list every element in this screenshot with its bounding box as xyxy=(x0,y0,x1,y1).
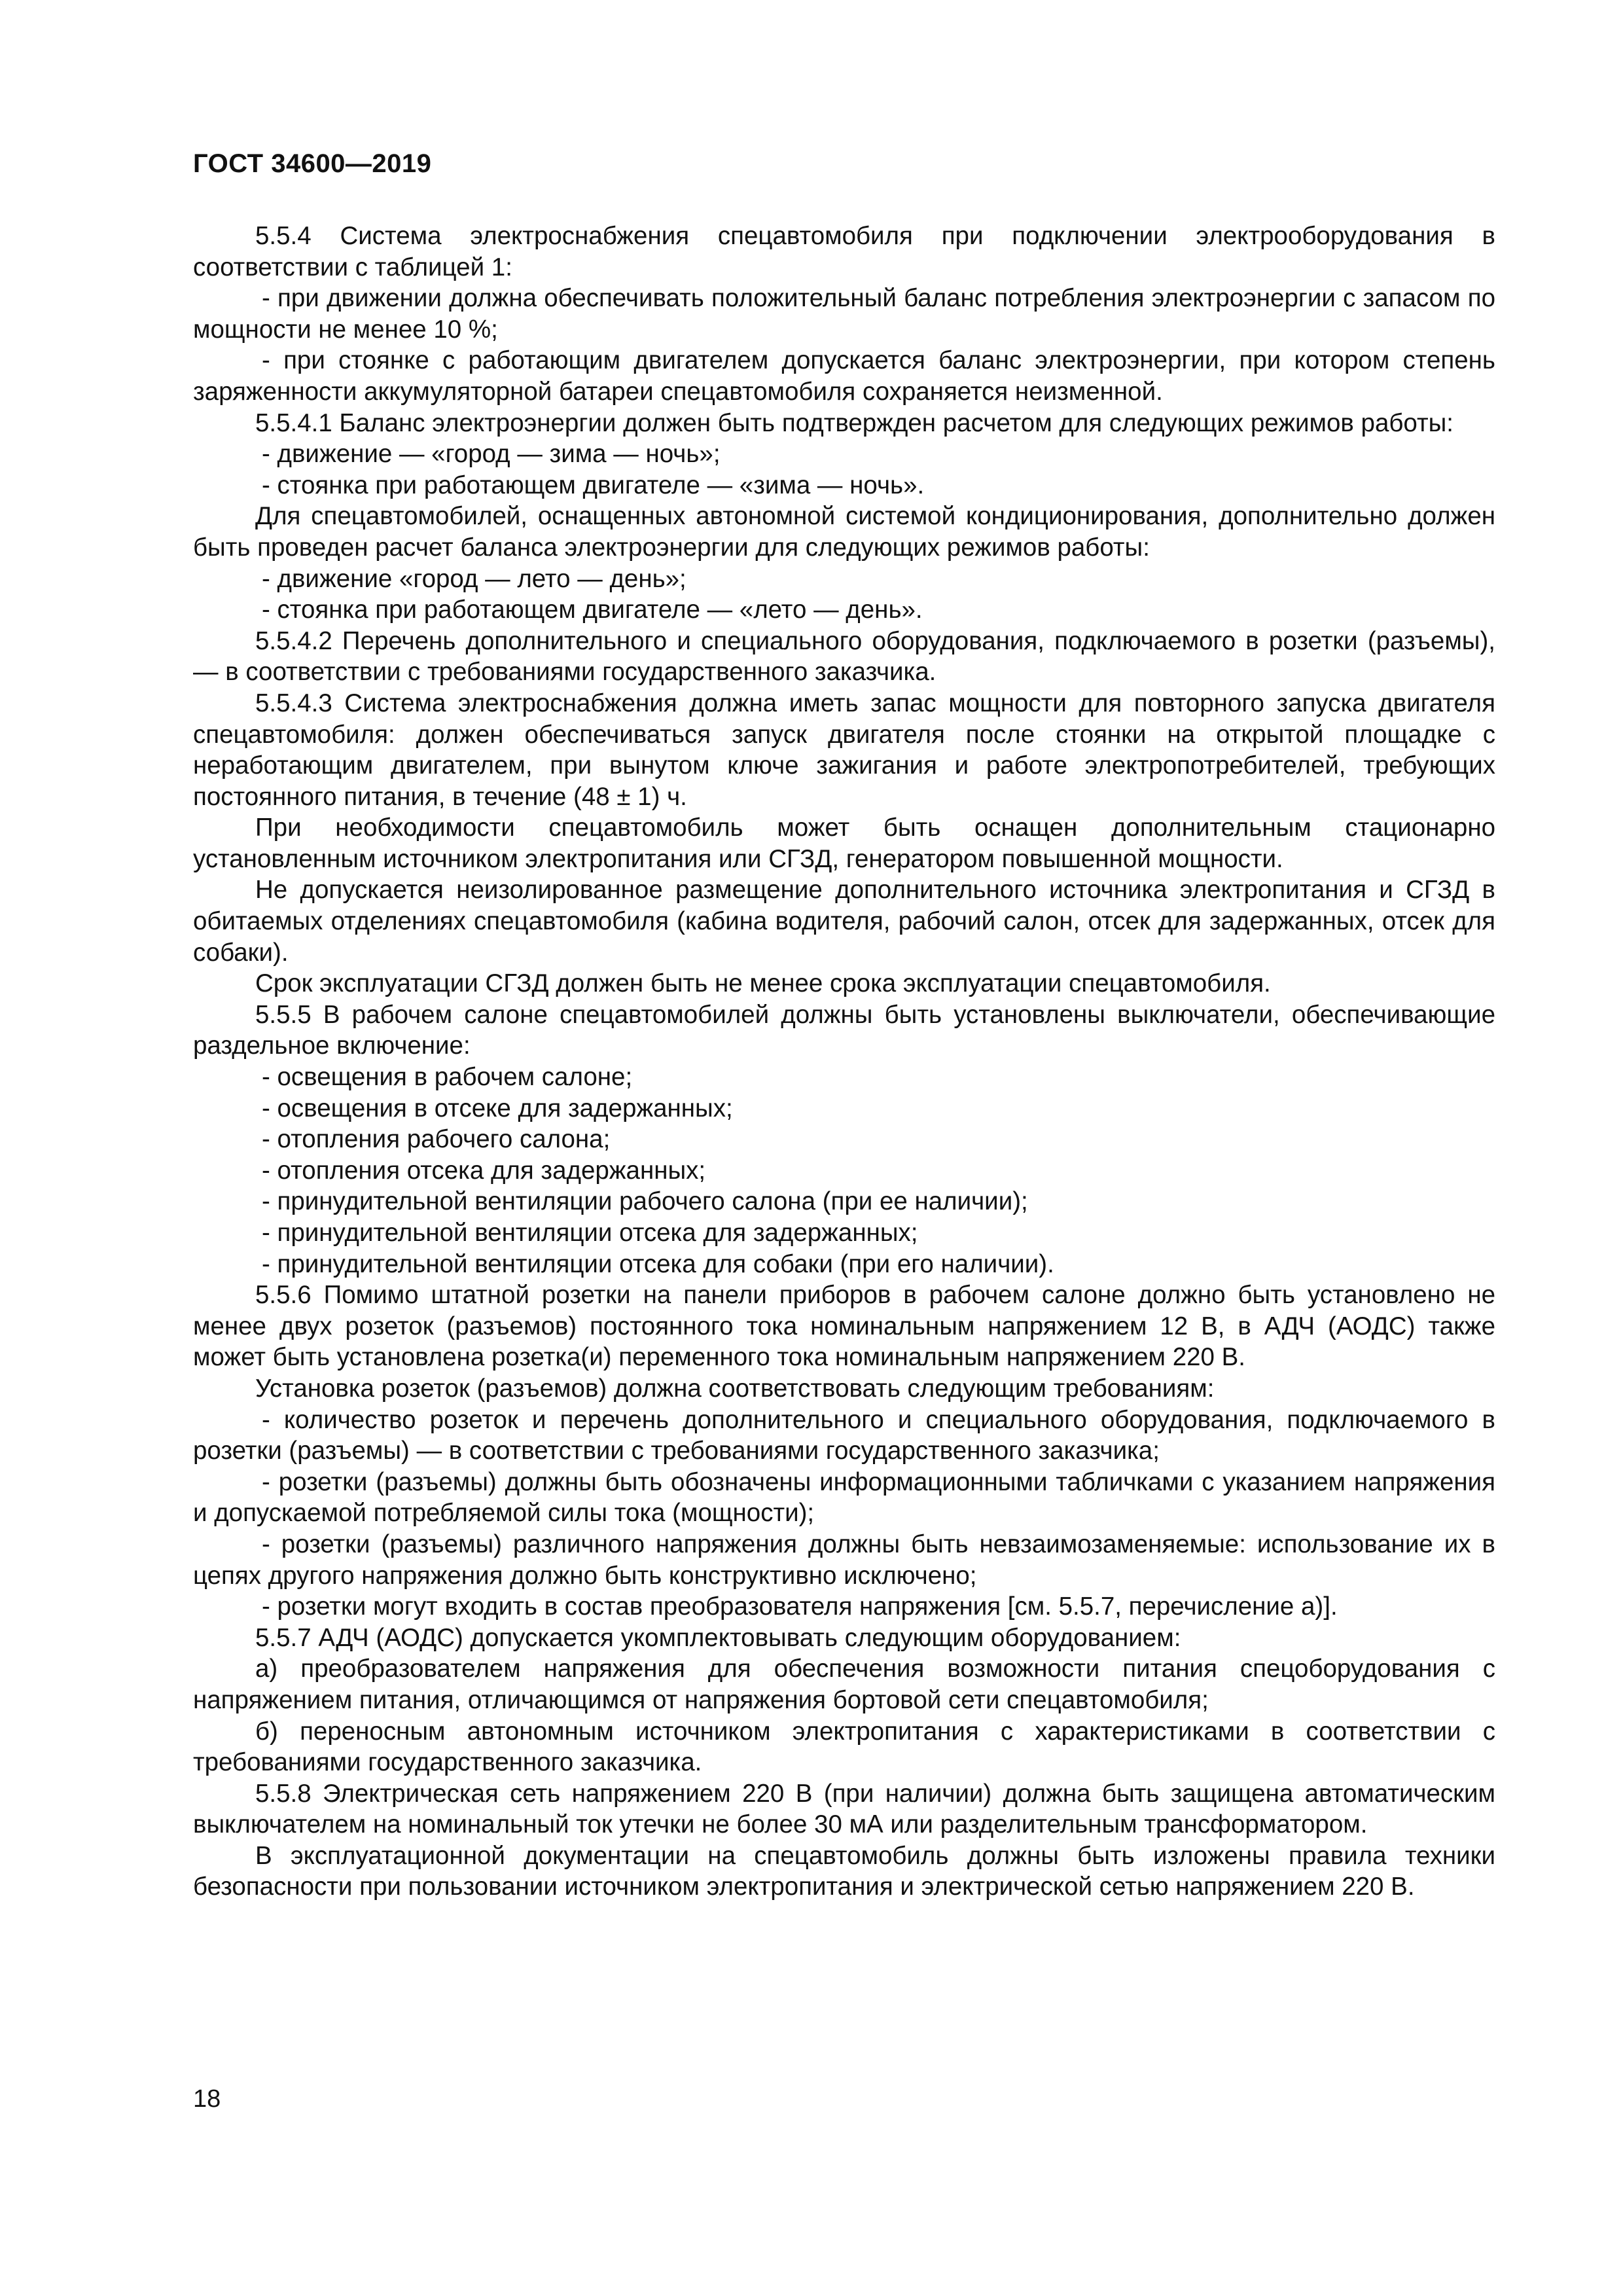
paragraph: 5.5.6 Помимо штатной розетки на панели приборов в рабочем салоне должно быть установлено не менее двух розеток (разъемов) постоянного тока номинальным напряжением 12 В, в АДЧ (АОДС) также может быть установлена розетка(и) переменного тока номинальным напряжением 220 В. xyxy=(193,1281,1495,1372)
paragraph: - отопления рабочего салона; xyxy=(262,1125,611,1154)
paragraph: - при стоянке с работающим двигателем допускается баланс электроэнергии, при котором степень заряженности аккумуляторной батареи спецавтомобиля сохраняется неизменной. xyxy=(193,346,1495,406)
paragraph: При необходимости спецавтомобиль может быть оснащен дополнительным стационарно установленным источником электропитания или СГЗД, генератором повышенной мощности. xyxy=(193,814,1495,873)
paragraph: - стоянка при работающем двигателе — «лето — день». xyxy=(262,596,923,624)
paragraph: Установка розеток (разъемов) должна соответствовать следующим требованиям: xyxy=(255,1374,1215,1403)
paragraph: - отопления отсека для задержанных; xyxy=(262,1156,706,1185)
paragraph: - движение «город — лето — день»; xyxy=(262,564,687,593)
paragraph: 5.5.4.3 Система электроснабжения должна иметь запас мощности для повторного запуска двигателя спецавтомобиля: должен обеспечиваться запуск двигателя после стоянки на открытой площадке с неработающим двигателем, при вынутом ключе зажигания и работе электропотребителей, требующих постоянного питания, в течение (48 ± 1) ч. xyxy=(193,689,1495,811)
paragraph: - принудительной вентиляции рабочего салона (при ее наличии); xyxy=(262,1187,1028,1216)
paragraph: 5.5.7 АДЧ (АОДС) допускается укомплектовывать следующим оборудованием: xyxy=(255,1623,1181,1652)
paragraph: - освещения в отсеке для задержанных; xyxy=(262,1094,733,1122)
paragraph: Срок эксплуатации СГЗД должен быть не менее срока эксплуатации спецавтомобиля. xyxy=(255,969,1271,998)
paragraph: - освещения в рабочем салоне; xyxy=(262,1063,633,1092)
paragraph: - при движении должна обеспечивать положительный баланс потребления электроэнергии с запасом по мощности не менее 10 %; xyxy=(193,284,1495,344)
paragraph: - розетки (разъемы) различного напряжения должны быть невзаимозаменяемые: использование их в цепях другого напряжения должно быть конструктивно исключено; xyxy=(193,1530,1495,1590)
paragraph: 5.5.4.1 Баланс электроэнергии должен быть подтвержден расчетом для следующих режимов работы: xyxy=(255,408,1454,437)
paragraph: а) преобразователем напряжения для обеспечения возможности питания спецоборудования с напряжением питания, отличающимся от напряжения бортовой сети спецавтомобиля; xyxy=(193,1655,1495,1714)
paragraph: - количество розеток и перечень дополнительного и специального оборудования, подключаемого в розетки (разъемы) — в соответствии с требованиями государственного заказчика; xyxy=(193,1405,1495,1465)
paragraph: Не допускается неизолированное размещение дополнительного источника электропитания и СГЗД в обитаемых отделениях спецавтомобиля (кабина водителя, рабочий салон, отсек для задержанных, отсек для собаки). xyxy=(193,876,1495,967)
paragraph: 5.5.4 Система электроснабжения спецавтомобиля при подключении электрооборудования в соответствии с таблицей 1: xyxy=(193,222,1495,281)
paragraph: В эксплуатационной документации на спецавтомобиль должны быть изложены правила техники безопасности при пользовании источником электропитания и электрической сетью напряжением 220 В. xyxy=(193,1841,1495,1901)
document-body xyxy=(193,221,1495,1903)
paragraph: - принудительной вентиляции отсека для задержанных; xyxy=(262,1219,918,1247)
paragraph: - стоянка при работающем двигателе — «зима — ночь». xyxy=(262,471,925,499)
paragraph: 5.5.5 В рабочем салоне спецавтомобилей должны быть установлены выключатели, обеспечивающие раздельное включение: xyxy=(193,1000,1495,1060)
paragraph: - розетки могут входить в состав преобразователя напряжения [см. 5.5.7, перечисление а)]. xyxy=(262,1592,1338,1621)
paragraph: - принудительной вентиляции отсека для собаки (при его наличии). xyxy=(262,1249,1054,1278)
page-number: 18 xyxy=(193,2085,221,2113)
document-code-header: ГОСТ 34600—2019 xyxy=(193,149,432,178)
paragraph: 5.5.8 Электрическая сеть напряжением 220 В (при наличии) должна быть защищена автоматическим выключателем на номинальный ток утечки не более 30 мА или разделительным трансформатором. xyxy=(193,1779,1495,1839)
paragraph: Для спецавтомобилей, оснащенных автономной системой кондиционирования, дополнительно должен быть проведен расчет баланса электроэнергии для следующих режимов работы: xyxy=(193,502,1495,562)
paragraph: б) переносным автономным источником электропитания с характеристиками в соответствии с требованиями государственного заказчика. xyxy=(193,1717,1495,1777)
paragraph: - движение — «город — зима — ночь»; xyxy=(262,440,721,469)
paragraph: - розетки (разъемы) должны быть обозначены информационными табличками с указанием напряжения и допускаемой потребляемой силы тока (мощности); xyxy=(193,1467,1495,1528)
paragraph: 5.5.4.2 Перечень дополнительного и специального оборудования, подключаемого в розетки (разъемы), — в соответствии с требованиями государственного заказчика. xyxy=(193,626,1495,687)
